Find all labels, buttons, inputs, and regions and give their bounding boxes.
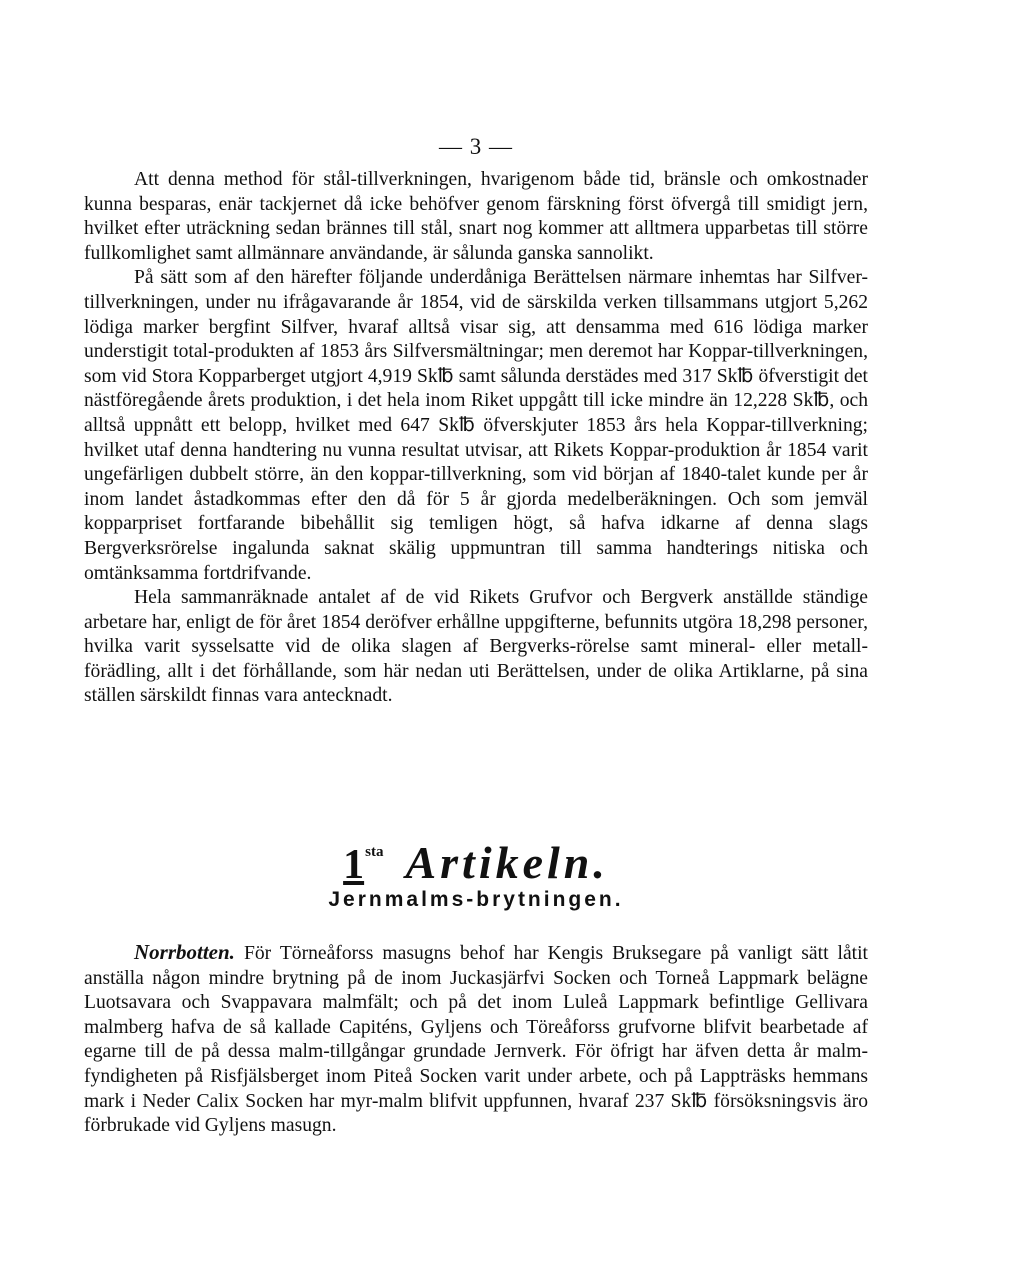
section-text — [84, 940, 868, 1139]
paragraph-silver-copper-production: På sätt som af den härefter följande underdåniga Berättelsen närmare inhemtas har Silfver-tillverkningen, under nu ifrågavarande år 1854, vid de särskilda verken tillsammans utgjort 5,262 lödiga marker bergfint Silfver, hvaraf alltså visar sig, att densamma med 616 lödiga marker understigit total-produkten af 1853 års Silfversmältningar; men deremot har Koppar-tillverkningen, som vid Stora Kopparberget utgjort 4,919 Sk℔ samt sålunda derstädes med 317 Sk℔ öfverstigit det nästföregående årets produktion, i det hela inom Riket uppgått till icke mindre än 12,228 Sk℔, och alltså uppnått ett belopp, hvilket med 647 Sk℔ öfverskjuter 1853 års hela Koppar-tillverkning; hvilket utaf denna handtering nu vunna resultat utvisar, att Rikets Koppar-produktion år 1854 varit ungefärligen dubbelt större, än den koppar-tillverkning, som vid början af 1840-talet kunde per år inom landet åstadkommas efter den då för 5 år gjorda medelberäkningen. Och som jemväl kopparpriset fortfarande bibehållit sig temligen högt, så hafva idkarne af denna slags Bergverksrörelse ingalunda saknat skälig uppmuntran till samma handterings nitiska och omtänksamma fortdrifvande. — [84, 267, 868, 584]
article-word: Artikeln. — [405, 837, 609, 888]
paragraph-steel-method: Att denna method för stål-tillverkningen, hvarigenom både tid, bränsle och omkostnader kunna besparas, enär tackjernet då icke behöfver genom färskning först öfvergå till smidigt jern, hvilket efter uträckning sedan brännes till stål, snart nog kommer att alltmera upparbetas till större fullkomlighet samt allmännare användande, är sålunda ganska sannolikt. — [84, 169, 868, 264]
article-ordinal: sta — [365, 844, 384, 860]
region-name: Norrbotten. — [134, 940, 235, 964]
paragraph-workers-count: Hela sammanräknade antalet af de vid Rikets Grufvor och Bergverk anställde ständige arbetare har, enligt de för året 1854 deröfver erhållne uppgifterne, befunnits utgöra 18,298 personer, hvilka varit sysselsatte vid de olika slagen af Bergverks-rörelse samt mineral- eller metall-förädling, allt i det förhållande, som här nedan uti Berättelsen, under de olika Artiklarne, på sina ställen särskildt finnas vara antecknadt. — [84, 587, 868, 707]
body-text — [84, 168, 868, 709]
section-title: Jernmalms-brytningen. — [328, 888, 624, 911]
region-description: För Törneåforss masugns behof har Kengis Bruksegare på vanligt sätt låtit anställa någon mindre brytning på de inom Juckasjärfvi Socken och Torneå Lappmark belägne Luotsavara och Svappavara malmfält; och på det inom Luleå Lappmark befintlige Gellivara malmberg hafva de så kallade Capiténs, Gyljens och Töreåforss grufvorne blifvit bearbetade af egarne till de på dessa malm-tillgångar grundade Jernverk. För öfrigt har äfven detta år malm-fyndigheten på Risfjälsberget inom Piteå Socken varit under arbete, och på Lappträsks hemmans mark i Neder Calix Socken har myr-malm blifvit uppfunnen, hvaraf 237 Sk℔ försöksningsvis äro förbrukade vid Gyljens masugn. — [84, 943, 868, 1137]
article-heading — [84, 836, 868, 889]
page-content — [84, 0, 868, 1273]
page-number: — 3 — — [439, 134, 513, 159]
article-number: 1 — [343, 842, 365, 888]
paragraph-norrbotten — [84, 940, 868, 1139]
